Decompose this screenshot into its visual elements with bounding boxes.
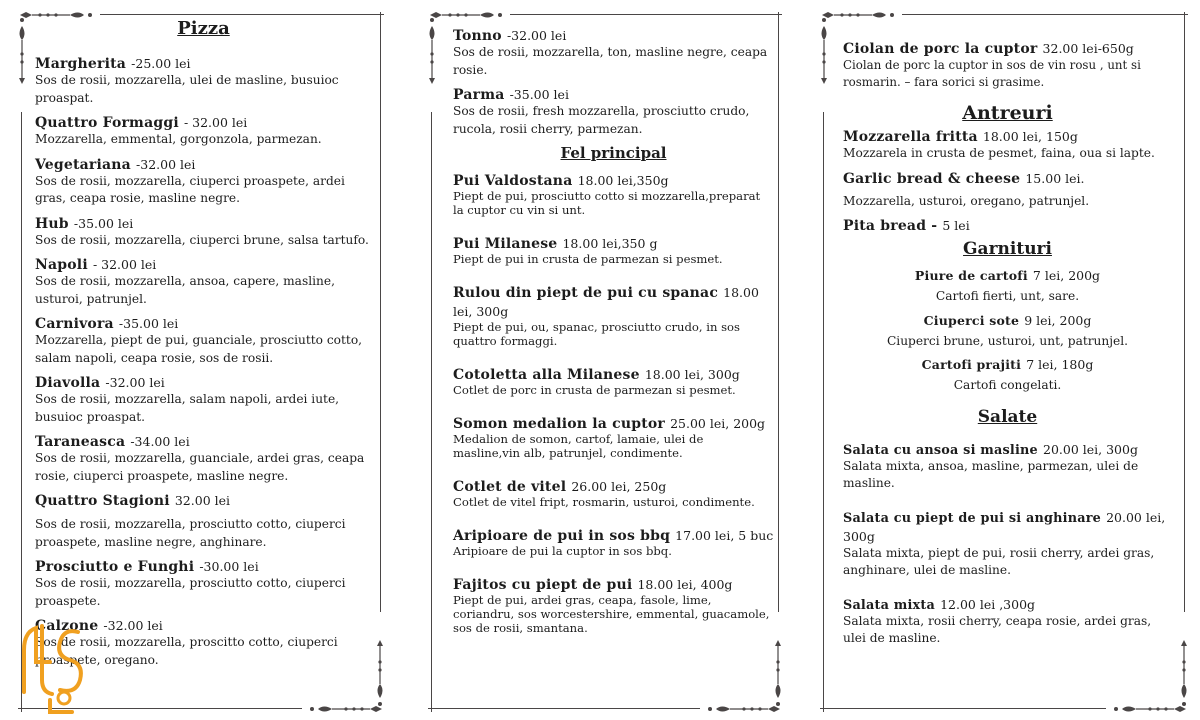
menu-item — [453, 364, 774, 397]
menu-panel-sides — [820, 12, 1188, 712]
item-name: Garlic bread & cheese — [843, 170, 1021, 187]
item-price: 32.00 lei — [174, 493, 231, 508]
item-price: 18.00 lei, 300g — [644, 367, 740, 382]
menu-item — [35, 431, 372, 485]
item-description: Ciuperci brune, usturoi, unt, patrunjel. — [886, 333, 1129, 348]
item-description: Cartofi congelati. — [953, 378, 1062, 392]
item-name: Somon medalion la cuptor — [453, 416, 665, 432]
item-price: 7 lei, 200g — [1032, 268, 1101, 283]
menu-item — [843, 439, 1172, 493]
corner-ornament-icon — [1110, 704, 1188, 714]
item-name: Diavolla — [35, 375, 101, 391]
menu-item — [35, 556, 372, 610]
item-name: Salata mixta — [843, 597, 935, 613]
section-title-garnituri: Garnituri — [963, 239, 1052, 259]
item-price: -35.00 lei — [509, 87, 569, 102]
item-price: 18.00 lei,350g — [577, 173, 669, 188]
starters-list — [843, 126, 1172, 234]
item-name: Ciolan de porc la cuptor — [843, 41, 1038, 57]
menu-item — [35, 213, 372, 250]
item-name: Napoli — [35, 257, 88, 273]
item-description: Mozzarella, emmental, gorgonzola, parmezan. — [35, 132, 322, 146]
item-name: Vegetariana — [35, 156, 131, 173]
item-name: Tonno — [453, 28, 502, 44]
menu-item — [843, 310, 1172, 351]
pizza-list-continued — [453, 25, 774, 138]
item-price: -32.00 lei — [136, 156, 196, 172]
item-price: 32.00 lei-650g — [1042, 41, 1134, 56]
item-price: 20.00 lei, 300g — [1043, 441, 1138, 457]
item-price: 20.00 lei, 300g — [843, 509, 1166, 544]
item-price: 17.00 lei, 5 buc — [675, 528, 774, 543]
item-description: Piept de pui, ardei gras, ceapa, fasole, lime, coriandru, sos worcestershire, emmental, guacamole, sos de rosii, smantana. — [453, 593, 770, 635]
item-price: -25.00 lei — [131, 56, 191, 71]
menu-item — [35, 53, 372, 107]
corner-ornament-icon — [427, 14, 437, 92]
item-description: Salata mixta, rosii cherry, ceapa rosie, ardei gras, ulei de masline. — [843, 613, 1152, 645]
item-description: Medalion de somon, cartof, lamaie, ulei de masline,vin alb, patrunjel, condimente. — [453, 432, 704, 460]
item-name: Pui Valdostana — [453, 173, 573, 189]
menu-item — [453, 84, 774, 138]
item-name: Ciuperci sote — [923, 312, 1020, 328]
item-name: Taraneasca — [35, 434, 126, 450]
item-description: Sos de rosii, mozzarella, proscitto cotto, ciuperci proaspete, oregano. — [35, 635, 338, 667]
item-price: 5 lei — [942, 218, 970, 233]
item-description: Sos de rosii, mozzarella, guanciale, ardei gras, ceapa rosie, ciuperci proaspete, masline negre. — [35, 451, 365, 483]
item-price: -35.00 lei — [118, 316, 179, 331]
item-price: 12.00 lei ,300g — [940, 596, 1036, 612]
item-description: Sos de rosii, mozzarella, ton, masline negre, ceapa rosie. — [453, 45, 768, 77]
item-description: Piept de pui, ou, spanac, prosciutto crudo, in sos quattro formaggi. — [453, 320, 740, 348]
menu-item — [453, 574, 774, 635]
item-name: Cotoletta alla Milanese — [453, 367, 640, 383]
item-price: 7 lei, 180g — [1026, 357, 1094, 372]
item-description: Piept de pui in crusta de parmezan si pesmet. — [453, 252, 723, 266]
corner-ornament-icon — [773, 632, 783, 710]
item-price: 18.00 lei,350 g — [562, 236, 658, 251]
item-name: Salata cu ansoa si masline — [843, 442, 1038, 458]
item-description: Sos de rosii, mozzarella, ciuperci brune, salsa tartufo. — [35, 232, 369, 247]
corner-ornament-icon — [306, 704, 384, 714]
menu-item — [843, 354, 1172, 395]
item-price: -32.00 lei — [105, 375, 165, 390]
menu-item — [453, 25, 774, 79]
item-description: Sos de rosii, mozzarella, prosciutto cotto, ciuperci proaspete, masline negre, anghinare. — [35, 517, 346, 549]
item-name: Piure de cartofi — [914, 268, 1028, 283]
item-price: 18.00 lei, 150g — [982, 129, 1078, 144]
item-description: Salata mixta, piept de pui, rosii cherry, ardei gras, anghinare, ulei de masline. — [843, 545, 1155, 577]
item-description: Sos de rosii, mozzarella, ulei de masline, busuioc proaspat. — [35, 73, 339, 105]
restaurant-logo — [20, 622, 90, 714]
salads-list — [843, 439, 1172, 648]
item-name: Quattro Stagioni — [35, 493, 170, 509]
pizza-list — [35, 53, 372, 669]
item-price: -32.00 lei — [103, 618, 163, 633]
item-description: Mozzarela in crusta de pesmet, faina, oua si lapte. — [843, 146, 1155, 160]
item-price: -32.00 lei — [506, 28, 567, 43]
menu-item — [453, 233, 774, 266]
item-price: 18.00 lei, 400g — [637, 577, 733, 592]
item-description: Salata mixta, ansoa, masline, parmezan, ulei de masline. — [843, 458, 1139, 490]
menu-item — [35, 254, 372, 308]
corner-ornament-icon — [17, 14, 27, 92]
item-price: 9 lei, 200g — [1024, 312, 1092, 328]
corner-ornament-icon — [704, 704, 782, 714]
item-description: Sos de rosii, mozzarella, salam napoli, ardei iute, busuioc proaspat. — [35, 392, 340, 424]
menu-item — [843, 126, 1172, 163]
frame-left — [428, 12, 436, 712]
menu-item — [843, 507, 1172, 580]
menu-item — [35, 490, 372, 551]
item-name: Pita bread - — [843, 218, 938, 234]
menu-item — [843, 265, 1172, 306]
item-price: 15.00 lei. — [1025, 170, 1085, 186]
frame-left — [820, 12, 828, 712]
item-price: 18.00 lei, 300g — [453, 285, 759, 319]
item-name: Cotlet de vitel — [453, 479, 567, 495]
menu-item — [843, 38, 1172, 90]
item-description: Sos de rosii, mozzarella, ansoa, capere, masline, usturoi, patrunjel. — [35, 274, 335, 306]
frame-right — [1180, 12, 1188, 712]
frame-right — [774, 12, 782, 712]
item-description: Sos de rosii, mozzarella, ciuperci proaspete, ardei gras, ceapa rosie, masline negre. — [35, 173, 345, 205]
frame-left — [18, 12, 26, 712]
item-name: Quattro Formaggi — [35, 115, 179, 131]
menu-panel-main-courses — [428, 12, 782, 712]
menu-item — [453, 525, 774, 558]
item-description: Cartofi fierti, unt, sare. — [935, 289, 1080, 303]
corner-ornament-icon — [1179, 632, 1189, 710]
item-name: Mozzarella fritta — [843, 129, 978, 145]
menu-item — [453, 282, 774, 348]
item-description: Piept de pui, prosciutto cotto si mozzarella,preparat la cuptor cu vin si unt. — [453, 189, 761, 217]
item-name: Aripioare de pui in sos bbq — [453, 528, 671, 544]
item-name: Hub — [35, 215, 69, 232]
item-name: Fajitos cu piept de pui — [453, 577, 633, 593]
item-name: Margherita — [35, 56, 127, 72]
item-price: - 32.00 lei — [92, 257, 157, 272]
section-title-antreuri: Antreuri — [962, 102, 1053, 124]
item-name: Pui Milanese — [453, 236, 558, 252]
corner-ornament-icon — [820, 10, 898, 20]
item-name: Prosciutto e Funghi — [35, 559, 195, 575]
main-course-list — [453, 170, 774, 635]
item-description: Cotlet de porc in crusta de parmezan si pesmet. — [453, 383, 736, 397]
item-description: Sos de rosii, mozzarella, prosciutto cotto, ciuperci proaspete. — [35, 576, 346, 608]
section-title-salate: Salate — [977, 406, 1038, 427]
menu-item — [35, 372, 372, 426]
menu-item — [35, 112, 372, 149]
item-description: Ciolan de porc la cuptor in sos de vin rosu , unt si rosmarin. – fara sorici si grasime. — [843, 58, 1141, 89]
item-name: Parma — [453, 87, 505, 103]
item-name: Cartofi prajiti — [921, 357, 1022, 372]
corner-ornament-icon — [375, 632, 385, 710]
item-description: Sos de rosii, fresh mozzarella, prosciutto crudo, rucola, rosii cherry, parmezan. — [453, 104, 750, 136]
menu-item — [843, 594, 1172, 648]
menu-item — [35, 313, 372, 367]
item-price: 25.00 lei, 200g — [670, 416, 766, 431]
item-name: Salata cu piept de pui si anghinare — [843, 510, 1101, 526]
menu-item — [453, 476, 774, 509]
menu-item — [453, 413, 774, 460]
section-title-fel-principal: Fel principal — [560, 144, 667, 162]
item-name: Carnivora — [35, 316, 114, 332]
item-price: -30.00 lei — [199, 559, 259, 574]
menu-item — [453, 170, 774, 217]
frame-right — [376, 12, 384, 712]
sides-list — [843, 265, 1172, 395]
item-price: 26.00 lei, 250g — [571, 479, 667, 494]
item-description: Cotlet de vitel fript, rosmarin, usturoi, condimente. — [453, 495, 755, 509]
section-title-pizza: Pizza — [177, 18, 230, 39]
menu-item — [843, 215, 1172, 234]
corner-ornament-icon — [428, 10, 506, 20]
menu-item — [843, 168, 1172, 211]
item-price: -34.00 lei — [130, 434, 190, 449]
item-name: Calzone — [35, 618, 99, 634]
menu-item — [35, 154, 372, 208]
item-description: Mozzarella, piept de pui, guanciale, prosciutto cotto, salam napoli, ceapa rosie, sos de rosii. — [35, 333, 363, 365]
item-name: Rulou din piept de pui cu spanac — [453, 285, 719, 301]
corner-ornament-icon — [819, 14, 829, 92]
item-description: Aripioare de pui la cuptor in sos bbq. — [453, 544, 672, 558]
item-price: - 32.00 lei — [183, 115, 248, 130]
item-price: -35.00 lei — [73, 215, 134, 231]
menu-panel-pizza — [18, 12, 384, 712]
item-description: Mozzarella, usturoi, oregano, patrunjel. — [843, 193, 1090, 208]
